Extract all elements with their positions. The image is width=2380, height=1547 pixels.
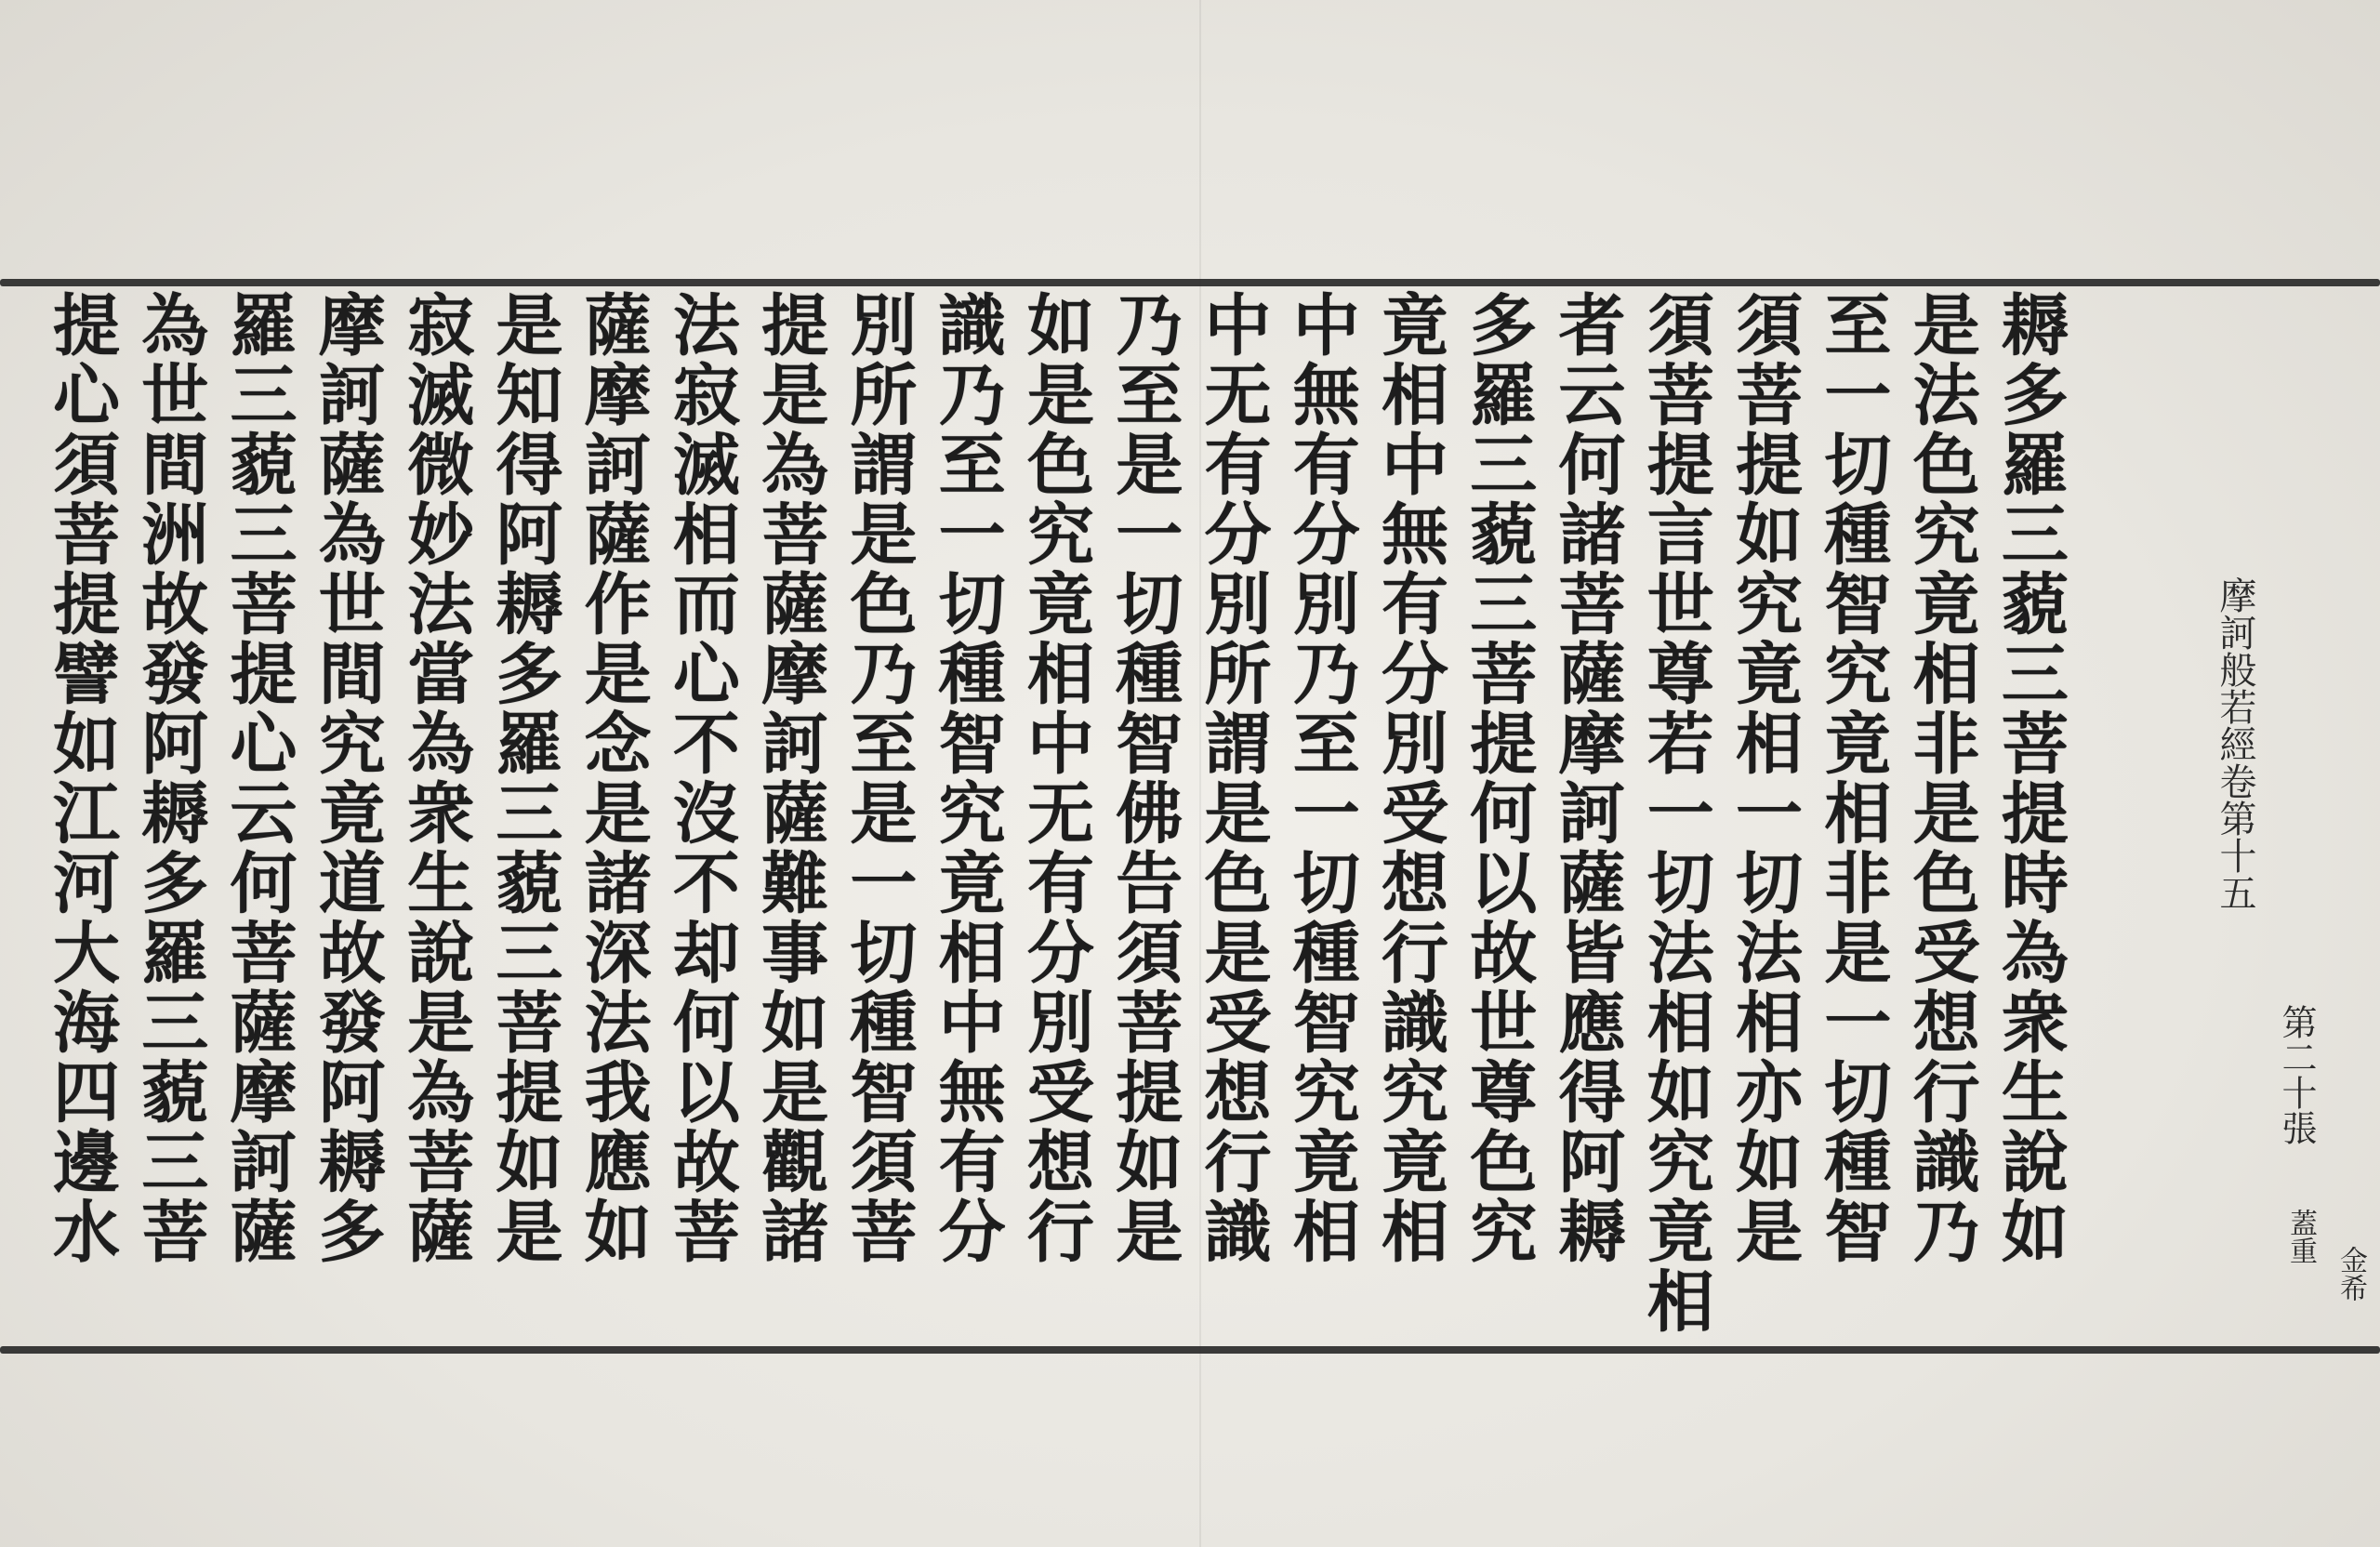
text-column: 中無有分別乃至一切種智究竟相 [1281,290,1361,1266]
text-block [37,290,2073,1346]
bottom-border-line [0,1346,2380,1354]
text-column: 乃至是一切種智佛告須菩提如是 [1104,290,1184,1266]
text-column: 法寂滅相而心不沒不却何以故菩 [661,290,741,1266]
text-column: 羅三藐三菩提心云何菩薩摩訶薩 [218,290,298,1266]
text-column: 須菩提言世尊若一切法相如究竟相 [1635,290,1715,1336]
text-column: 寂滅微妙法當為衆生說是為菩薩 [396,290,476,1266]
text-column: 者云何諸菩薩摩訶薩皆應得阿耨 [1547,290,1627,1266]
text-column: 須菩提如究竟相一切法相亦如是 [1725,290,1805,1266]
top-border-line [0,279,2380,286]
sutra-title: 摩訶般若經卷第十五 [2214,576,2256,911]
text-column: 別所謂是色乃至是一切種智須菩 [839,290,919,1266]
carver-name-1: 蓋重 [2284,1209,2317,1264]
text-column: 耨多羅三藐三菩提時為衆生說如 [1990,290,2069,1266]
carver-name-2: 金希 [2334,1246,2367,1302]
text-column: 薩摩訶薩作是念是諸深法我應如 [573,290,653,1266]
text-column: 如是色究竟相中无有分別受想行 [1015,290,1095,1266]
text-column: 識乃至一切種智究竟相中無有分 [927,290,1007,1266]
text-column: 摩訶薩為世間究竟道故發阿耨多 [307,290,387,1266]
text-column: 竟相中無有分別受想行識究竟相 [1369,290,1449,1266]
text-column: 是知得阿耨多羅三藐三菩提如是 [484,290,564,1266]
text-column: 為世間洲故發阿耨多羅三藐三菩 [130,290,210,1266]
text-column: 中无有分別所謂是色是受想行識 [1193,290,1273,1266]
page-number: 第二十張 [2276,1004,2317,1145]
text-column: 是法色究竟相非是色受想行識乃 [1901,290,1981,1266]
text-column: 提是為菩薩摩訶薩難事如是觀諸 [750,290,830,1266]
text-column: 提心須菩提譬如江河大海四邊水 [42,290,121,1266]
text-column: 至一切種智究竟相非是一切種智 [1813,290,1893,1266]
text-column: 多羅三藐三菩提何以故世尊色究 [1459,290,1539,1266]
